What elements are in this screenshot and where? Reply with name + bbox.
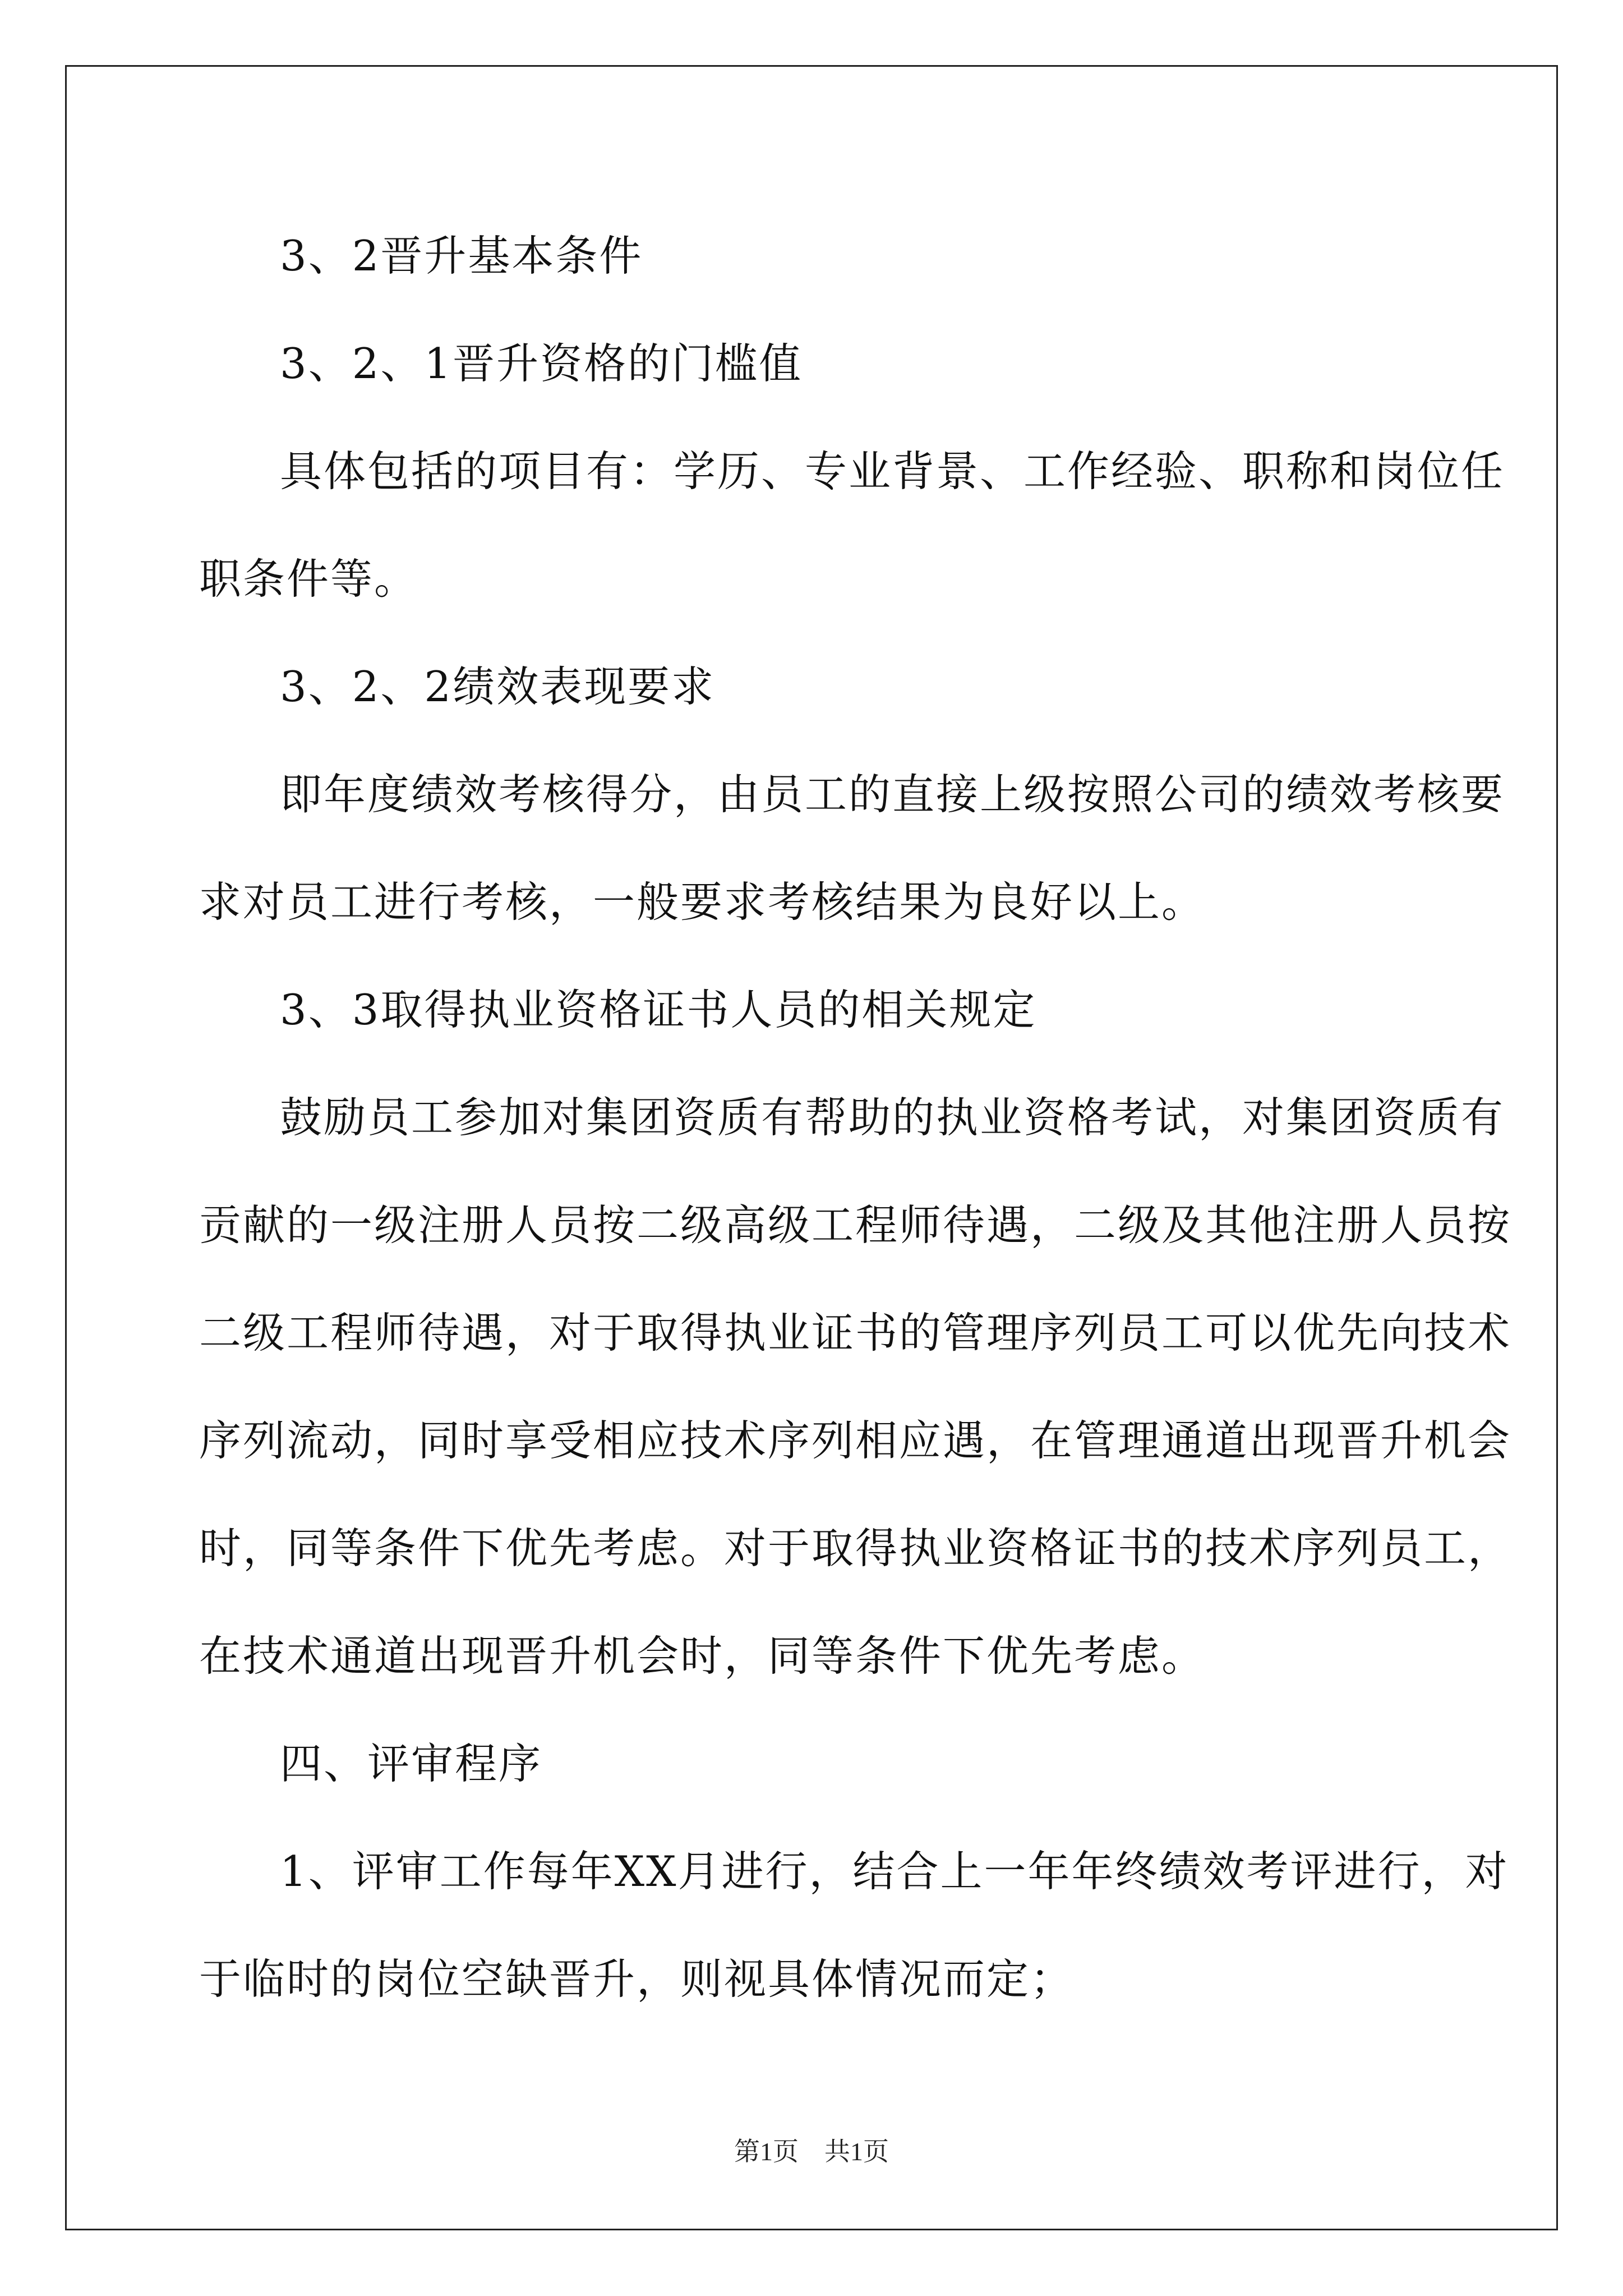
paragraph-line: 具体包括的项目有：学历、专业背景、工作经验、职称和岗位任 <box>280 447 1505 496</box>
paragraph-line: 贡献的一级注册人员按二级高级工程师待遇，二级及其他注册人员按 <box>199 1200 1512 1250</box>
heading-section-4: 四、评审程序 <box>280 1739 543 1788</box>
heading-3-2-2: 3、2、2绩效表现要求 <box>280 662 716 711</box>
page-footer <box>0 2131 1623 2168</box>
paragraph-line: 时，同等条件下优先考虑。对于取得执业资格证书的技术序列员工， <box>199 1524 1512 1573</box>
heading-3-2: 3、2晋升基本条件 <box>280 231 643 280</box>
paragraph-line: 即年度绩效考核得分，由员工的直接上级按照公司的绩效考核要 <box>280 770 1505 819</box>
paragraph-line: 职条件等。 <box>199 554 418 604</box>
paragraph-line: 序列流动，同时享受相应技术序列相应遇，在管理通道出现晋升机会 <box>199 1416 1512 1465</box>
page-number-total: 共1页 <box>824 2137 889 2166</box>
paragraph-line: 1、评审工作每年XX月进行，结合上一年年终绩效考评进行，对 <box>280 1847 1509 1896</box>
page-number-current: 第1页 <box>734 2137 799 2166</box>
paragraph-line: 求对员工进行考核，一般要求考核结果为良好以上。 <box>199 877 1206 927</box>
paragraph-line: 于临时的岗位空缺晋升，则视具体情况而定； <box>199 1954 1075 2004</box>
paragraph-line: 在技术通道出现晋升机会时，同等条件下优先考虑。 <box>199 1631 1206 1681</box>
heading-3-2-1: 3、2、1晋升资格的门槛值 <box>280 339 803 388</box>
heading-3-3: 3、3取得执业资格证书人员的相关规定 <box>280 985 1037 1034</box>
document-body <box>199 202 1512 2033</box>
paragraph-line: 鼓励员工参加对集团资质有帮助的执业资格考试，对集团资质有 <box>280 1093 1505 1142</box>
paragraph-line: 二级工程师待遇，对于取得执业证书的管理序列员工可以优先向技术 <box>199 1308 1512 1358</box>
